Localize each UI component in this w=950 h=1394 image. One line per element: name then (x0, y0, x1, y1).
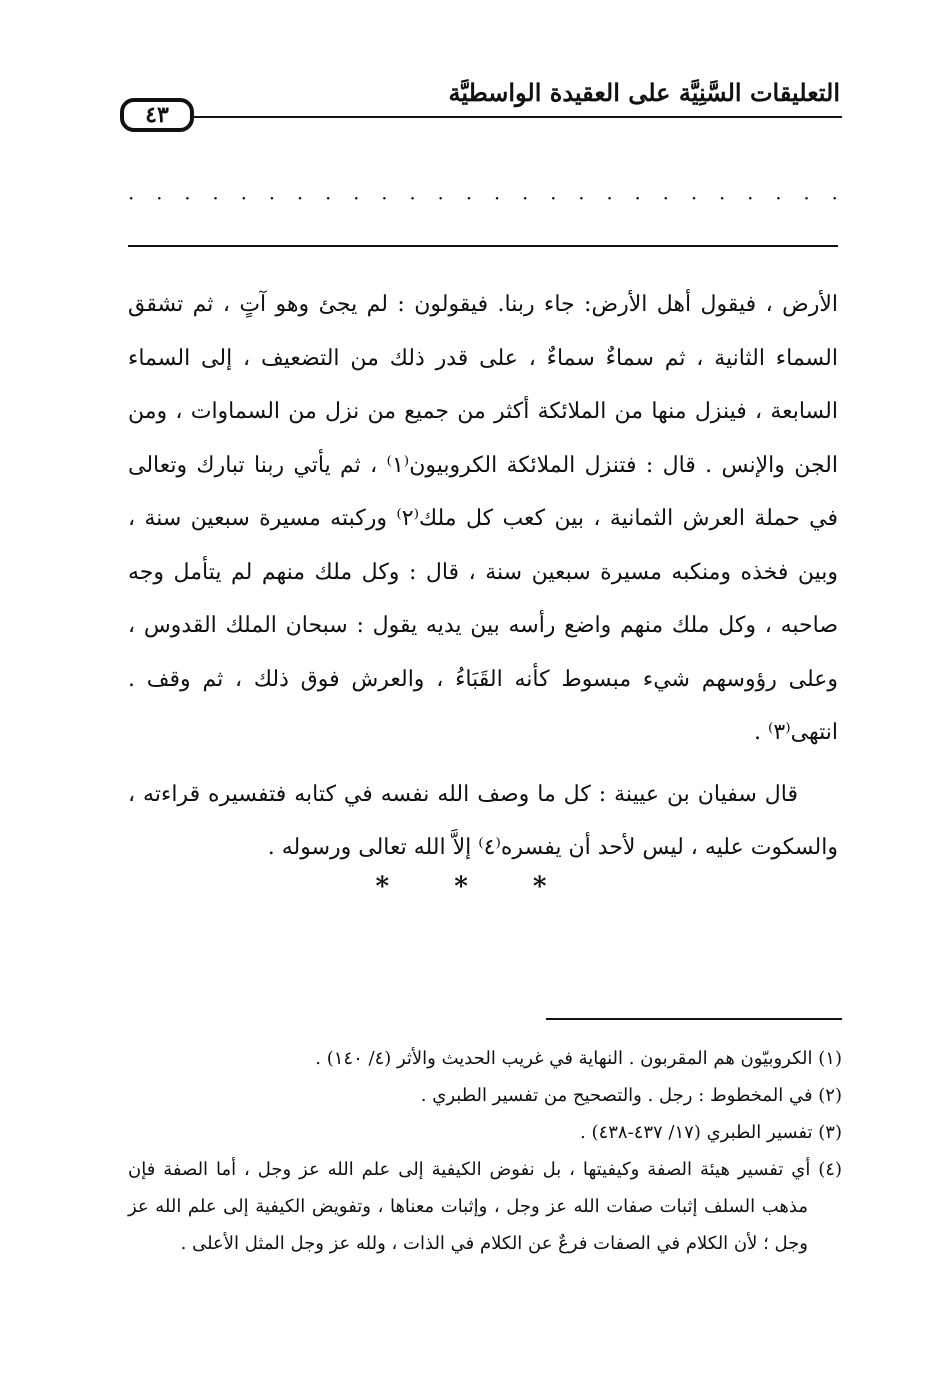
dot: · (662, 186, 670, 210)
quote-separator-rule (128, 245, 838, 247)
main-text (128, 278, 838, 875)
dot: · (437, 186, 444, 210)
footnote-1: (١) الكروبيّون هم المقربون . النهاية في غريب الحديث والأثر (٤/ ١٤٠) . (315, 1048, 842, 1069)
dot: · (493, 186, 501, 210)
footnotes (128, 1040, 842, 1262)
dot: · (268, 186, 276, 210)
dot: · (606, 186, 613, 210)
page-number: ٤٣ (120, 98, 194, 132)
dot: · (156, 186, 163, 210)
ellipsis-dots-row (128, 188, 838, 208)
dot: · (747, 186, 754, 210)
dot: · (212, 186, 219, 210)
dot: · (578, 186, 585, 210)
header-rule (170, 116, 842, 118)
dot: · (831, 186, 838, 210)
footnote-2: (٢) في المخطوط : رجل . والتصحيح من تفسير الطبري . (420, 1085, 842, 1106)
footnote-4: (٤) أي تفسير هيئة الصفة وكيفيتها ، بل نفوض الكيفية إلى علم الله عز وجل ، أما الصفة فإن مذهب السلف إثبات صفات الله عز وجل ، وإثبات معناها ، وتفويض الكيفية إلى علم الله عز وجل ؛ لأن الكلام في الصفات فرعٌ عن الكلام في الذات ، ولله عز وجل المثل الأعلى . (128, 1159, 842, 1254)
running-title: التعليقات السَّنِيَّة على العقيدة الواسطيَّة (448, 78, 840, 107)
dot: · (690, 186, 698, 210)
dot: · (465, 186, 473, 210)
body-paragraph-1: الأرض ، فيقول أهل الأرض: جاء ربنا. فيقولون : لم يجئ وهو آتٍ ، ثم تشقق السماء الثانية ، ثم سماءٌ سماءٌ ، على قدر ذلك من التضعيف ، إلى السماء السابعة ، فينزل منها من الملائكة أكثر من جميع من نزل من السماوات ، ومن الجن والإنس . قال : فتنزل الملائكة الكروبيون⁽١⁾ ، ثم يأتي ربنا تبارك وتعالى في حملة العرش الثمانية ، بين كعب كل ملك⁽٢⁾ وركبته مسيرة سبعين سنة ، وبين فخذه ومنكبه مسيرة سبعين سنة ، قال : وكل ملك منهم لم يتأمل وجه صاحبه ، وكل ملك منهم واضع رأسه بين يديه يقول : سبحان الملك القدوس ، وعلى رؤوسهم شيء مبسوط كأنه القَبَاءُ ، والعرش فوق ذلك ، ثم وقف . انتهى⁽٣⁾ . (128, 292, 838, 745)
dot: · (409, 186, 416, 210)
dot: · (775, 186, 782, 210)
dot: · (521, 186, 529, 210)
dot: · (184, 186, 191, 210)
dot: · (353, 186, 360, 210)
footnote-3: (٣) تفسير الطبري (١٧/ ٤٣٧-٤٣٨) . (580, 1122, 842, 1143)
dot: · (296, 186, 304, 210)
dot: · (550, 186, 557, 210)
dot: · (718, 186, 726, 210)
body-paragraph-2: قال سفيان بن عيينة : كل ما وصف الله نفسه في كتابه فتفسيره قراءته ، والسكوت عليه ، ليس لأحد أن يفسره⁽٤⁾ إلاَّ الله تعالى ورسوله . (128, 781, 838, 860)
section-divider-stars: * * * (375, 872, 575, 902)
footnote-rule (546, 1018, 842, 1020)
dot: · (128, 186, 135, 210)
dot: · (803, 186, 810, 210)
dot: · (381, 186, 388, 210)
dot: · (324, 186, 332, 210)
dot: · (240, 186, 247, 210)
dot: · (634, 186, 641, 210)
